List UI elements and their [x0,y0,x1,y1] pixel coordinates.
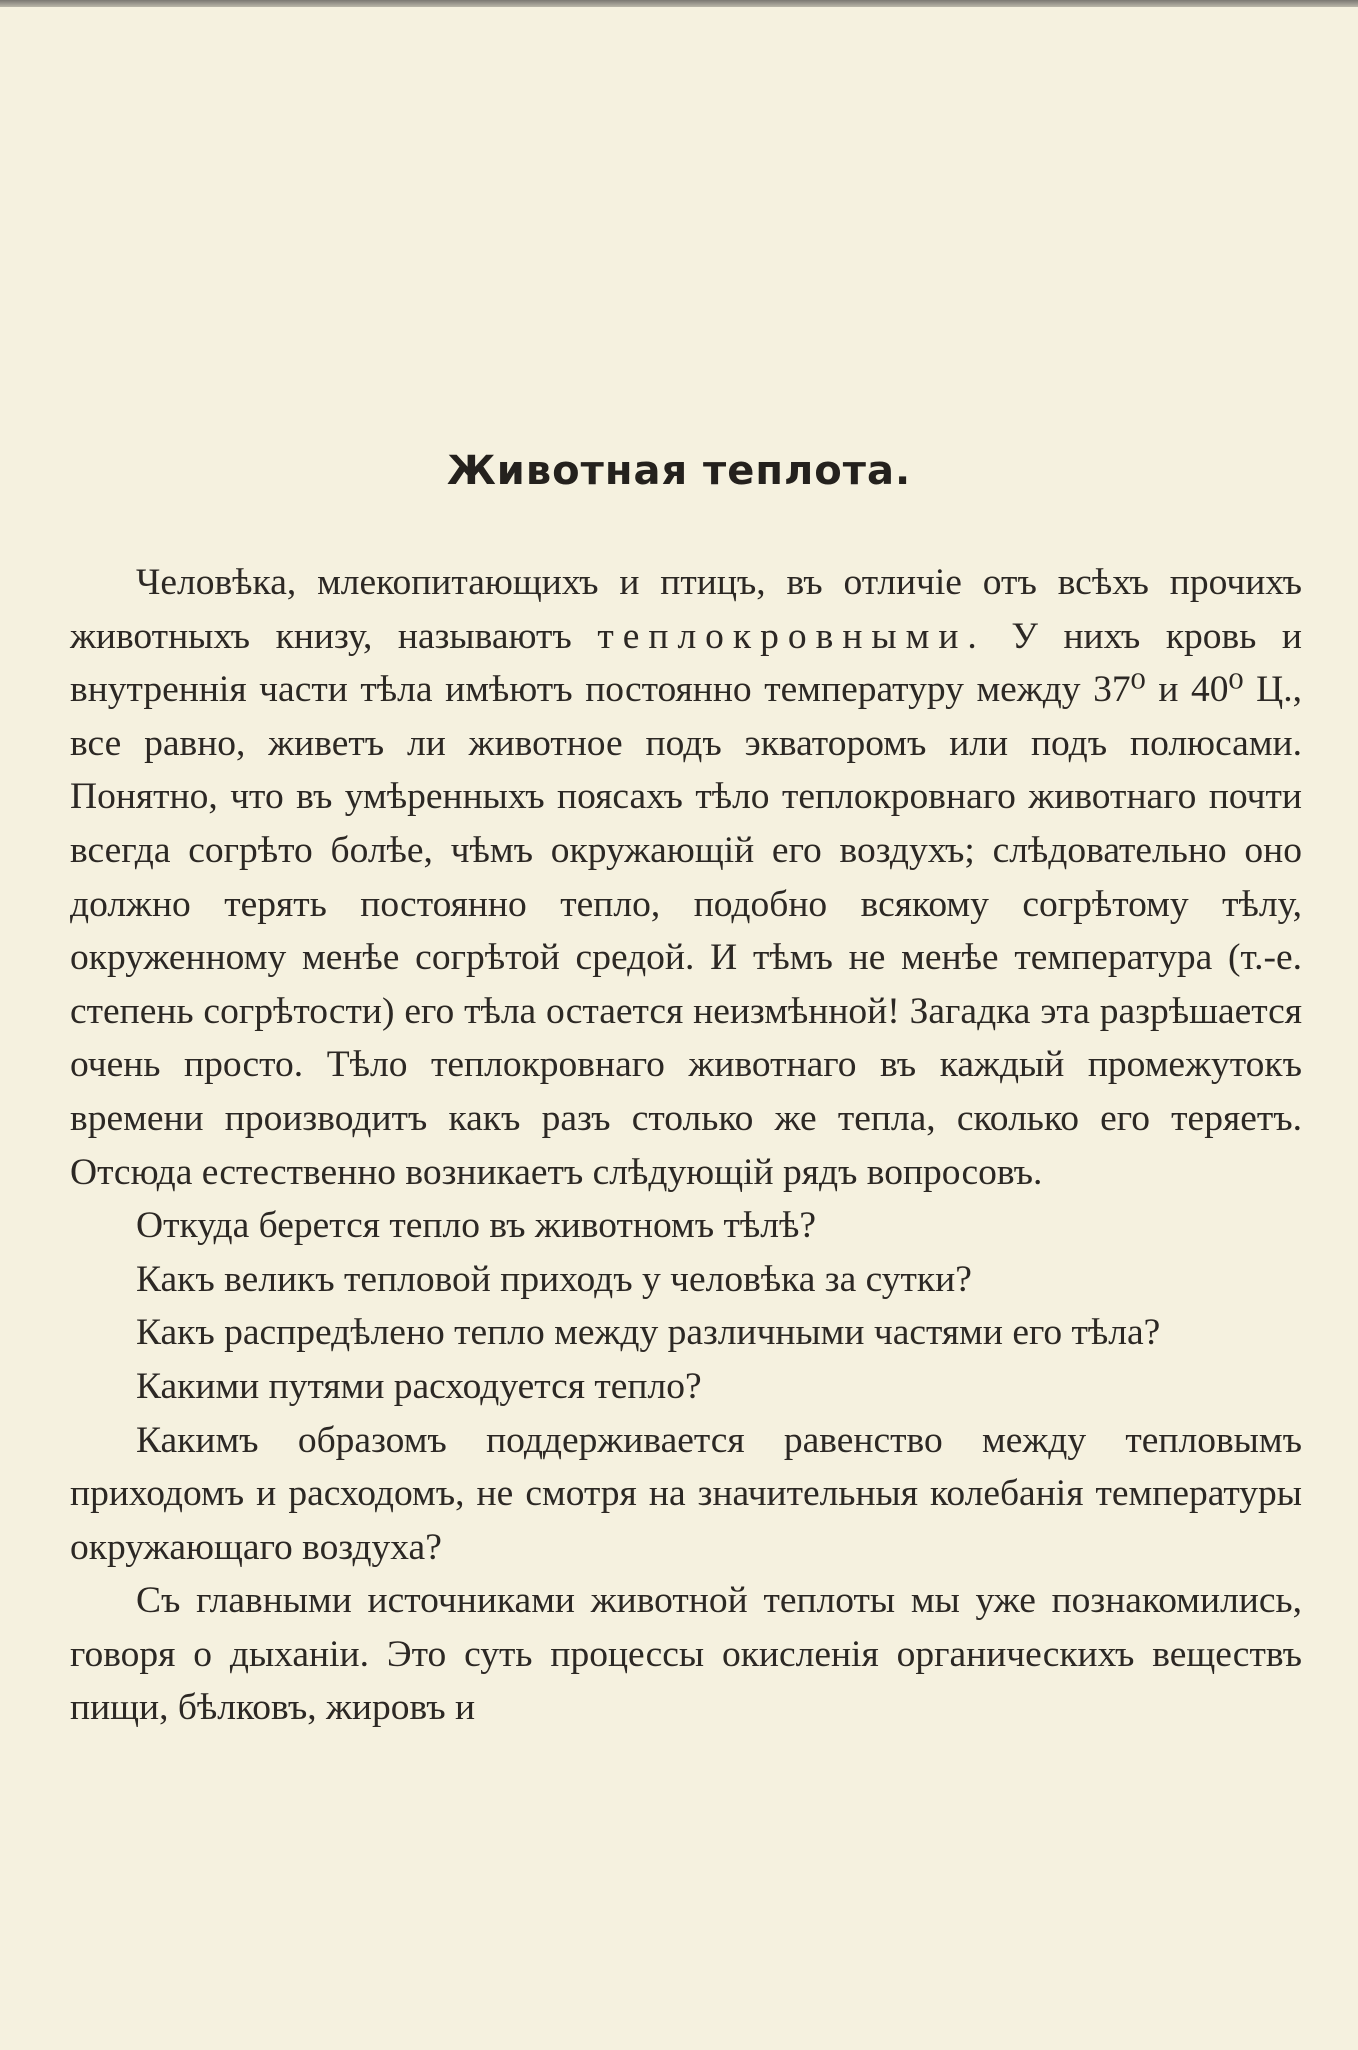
question-3: Какъ распредѣлено тепло между различными частями его тѣла? [136,1312,1161,1354]
question-1: Откуда берется тепло въ животномъ тѣлѣ? [136,1205,816,1247]
question-5: Какимъ образомъ поддерживается равенство между тепловымъ приходомъ и расходомъ, не смотря на значительныя колебанія температуры окружающаго воздуха? [70,1419,1302,1568]
paragraph-1-after: У нихъ кровь и внутреннія части тѣла имѣютъ постоянно температуру между 37⁰ и 40⁰ Ц., все равно, живетъ ли животное подъ экваторомъ или подъ полюсами. Понятно, что въ умѣренныхъ поясахъ тѣло теплокровнаго животнаго почти всегда согрѣто болѣе, чѣмъ окружающій его воздухъ; слѣдовательно оно должно терять постоянно тепло, подобно всякому согрѣтому тѣлу, окруженному менѣе согрѣтой средой. И тѣмъ не менѣе температура (т.-е. степень согрѣтости) его тѣла остается неизмѣнной! Загадка эта разрѣшается очень просто. Тѣло теплокровнаго животнаго въ каждый промежутокъ времени производитъ какъ разъ столько же тепла, сколько его теряетъ. Отсюда естественно возникаетъ слѣдующій рядъ вопросовъ. [70,615,1302,1193]
question-4: Какими путями расходуется тепло? [136,1365,702,1407]
paragraph-1-before: Человѣка, млекопитающихъ и птицъ, въ отличіе отъ всѣхъ прочихъ животныхъ книзу, называютъ [70,562,1302,657]
paragraph-last: Съ главными источниками животной теплоты мы уже познакомились, говоря о дыханіи. Это суть процессы окисленія органическихъ веществъ пищи, бѣлковъ, жировъ и [70,1580,1302,1729]
emphasized-term: теплокровными. [597,615,986,657]
body-text [70,556,1302,1735]
question-2: Какъ великъ тепловой приходъ у человѣка за сутки? [136,1258,972,1300]
section-title: Животная теплота. [446,448,912,494]
paragraph-1 [70,556,1302,1199]
